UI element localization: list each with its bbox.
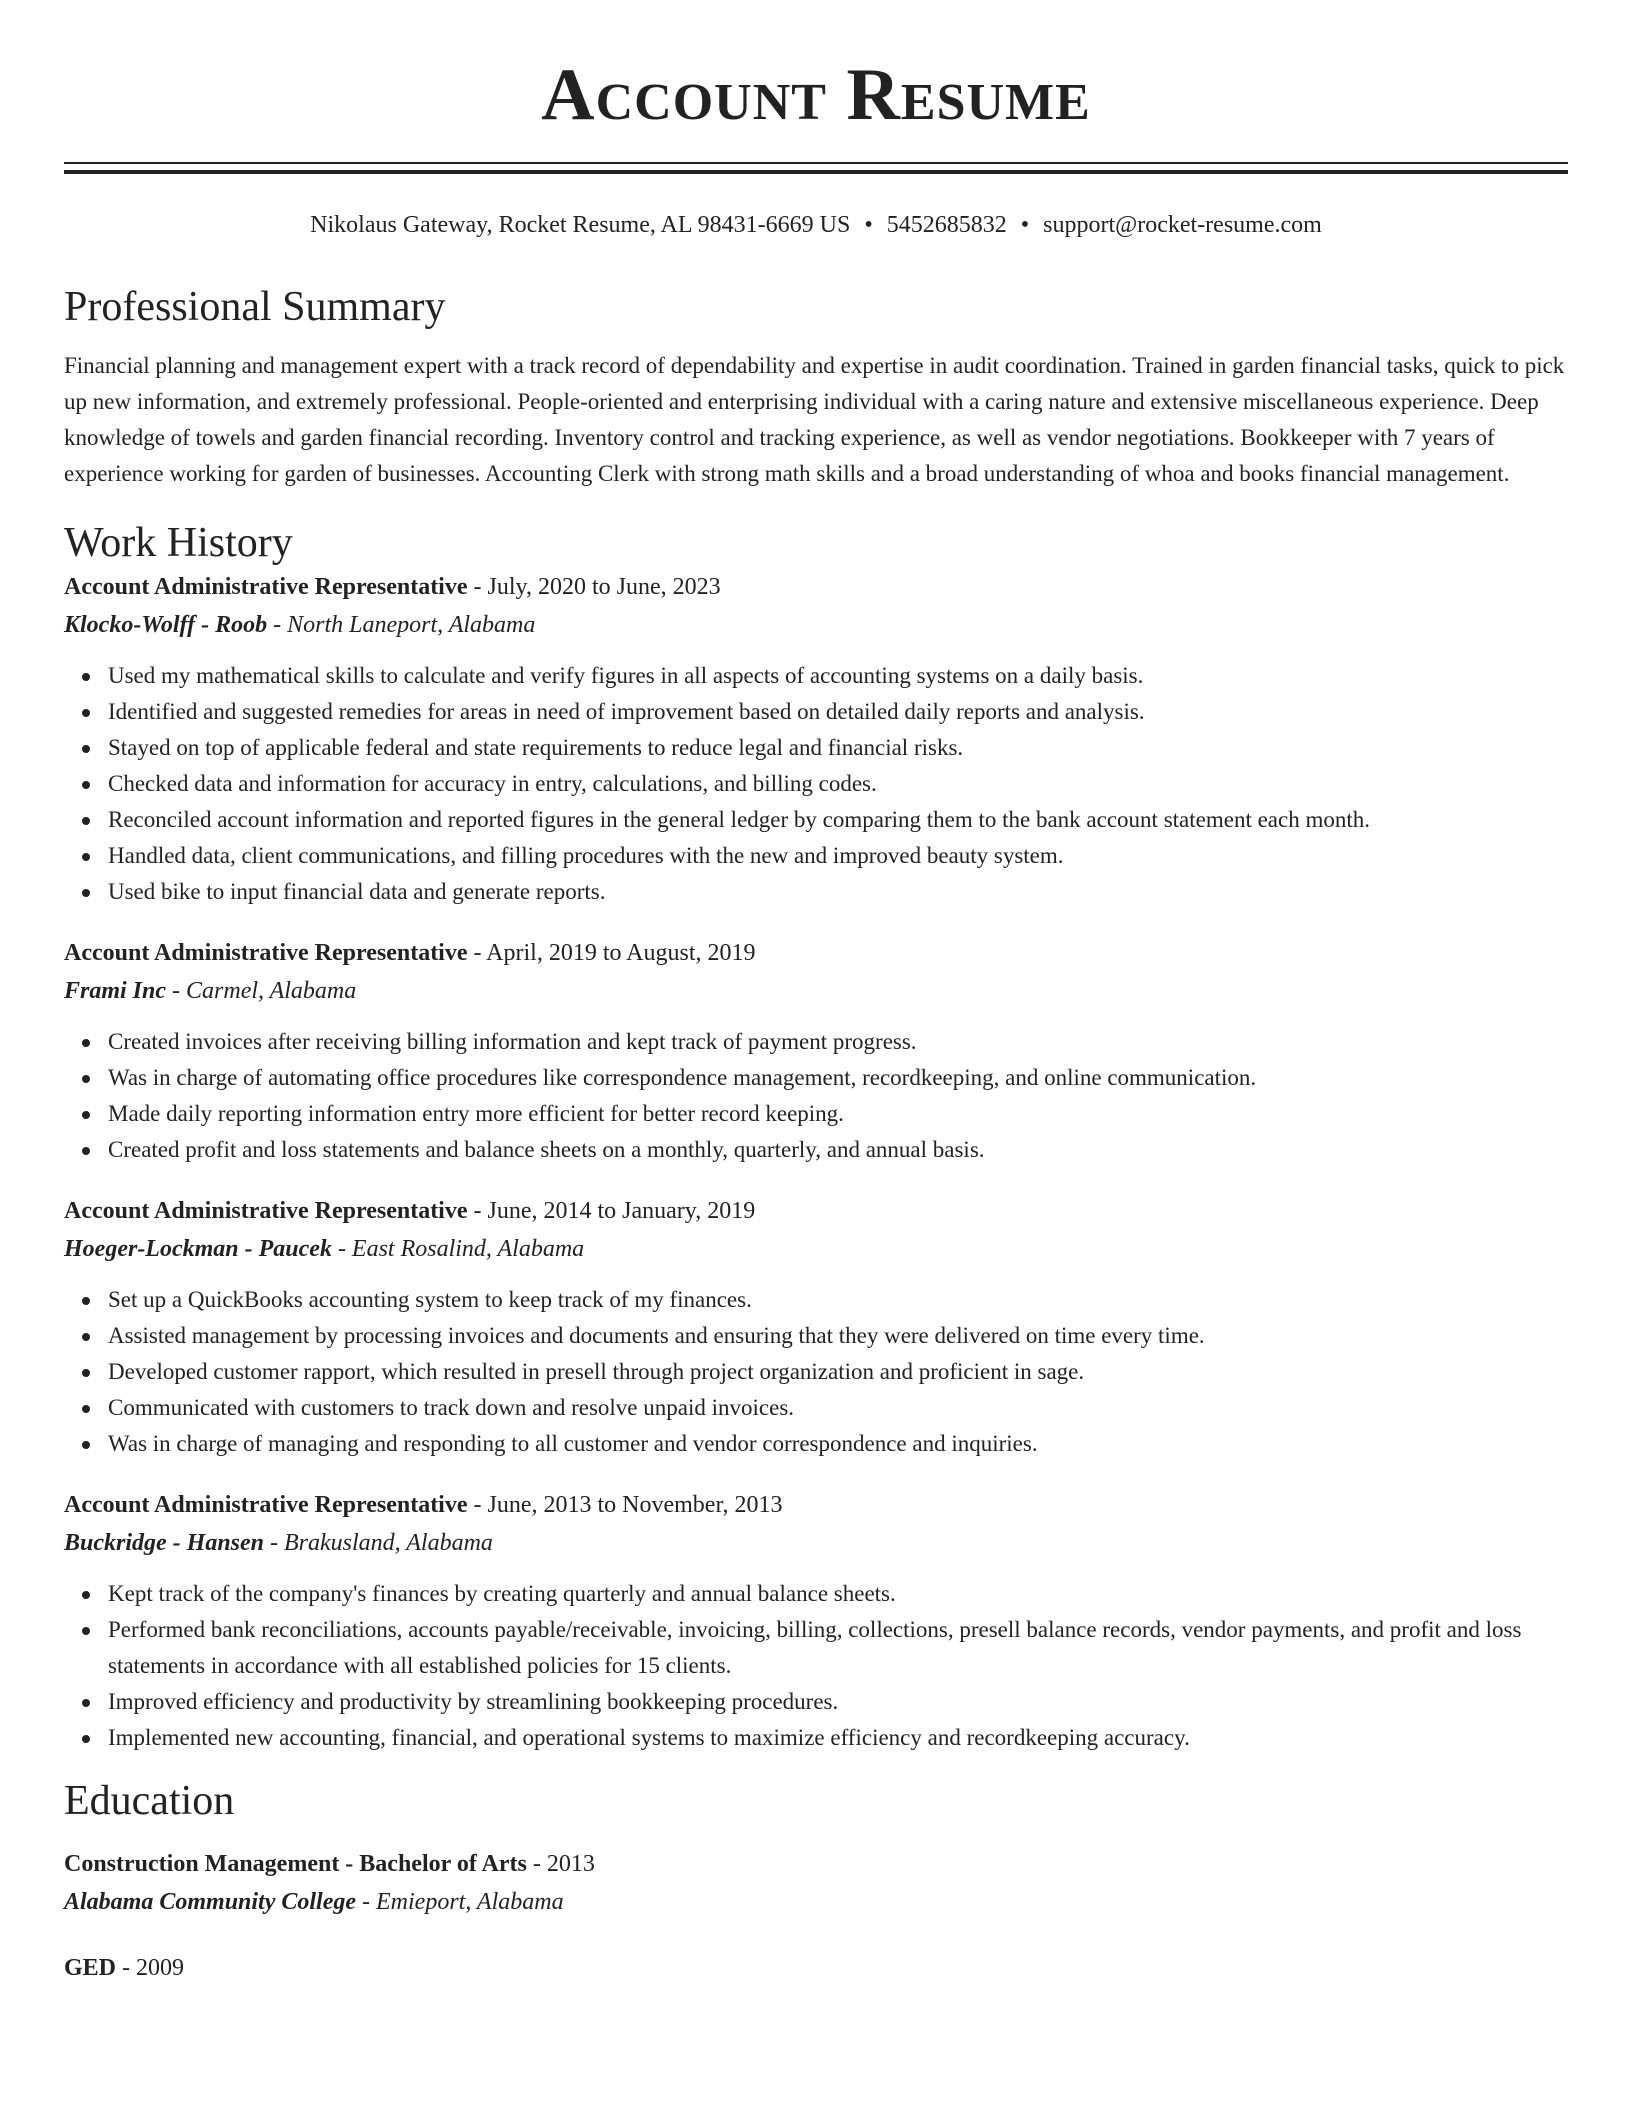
job-entry bbox=[64, 1486, 1568, 1756]
job-title: Account Administrative Representative bbox=[64, 940, 468, 967]
job-bullet: Checked data and information for accuracy in entry, calculations, and billing codes. bbox=[108, 766, 1568, 802]
education-heading: Education bbox=[64, 1778, 235, 1825]
job-employer: Buckridge - Hansen bbox=[64, 1530, 265, 1557]
work-history-list bbox=[64, 568, 1568, 1756]
job-bullet-list bbox=[64, 1024, 1568, 1168]
contact-address: Nikolaus Gateway, Rocket Resume, AL 98431-6669 US bbox=[310, 212, 851, 239]
job-entry bbox=[64, 934, 1568, 1168]
job-employer: Hoeger-Lockman - Paucek bbox=[64, 1236, 332, 1263]
job-bullet: Used my mathematical skills to calculate and verify figures in all aspects of accounting systems on a daily basis. bbox=[108, 658, 1568, 694]
job-employer: Klocko-Wolff - Roob bbox=[64, 612, 268, 639]
job-bullet: Created invoices after receiving billing information and kept track of payment progress. bbox=[108, 1024, 1568, 1060]
contact-line bbox=[64, 210, 1568, 241]
job-bullet: Implemented new accounting, financial, and operational systems to maximize efficiency and recordkeeping accuracy. bbox=[108, 1720, 1568, 1756]
job-dates: - April, 2019 to August, 2019 bbox=[473, 940, 756, 967]
job-employer: Frami Inc bbox=[64, 978, 167, 1005]
job-bullet: Was in charge of managing and responding to all customer and vendor correspondence and inquiries. bbox=[108, 1426, 1568, 1462]
job-employer-line bbox=[64, 606, 1568, 644]
job-bullet: Communicated with customers to track down and resolve unpaid invoices. bbox=[108, 1390, 1568, 1426]
resume-title: Account Resume bbox=[541, 54, 1091, 136]
education-year: - 2009 bbox=[122, 1954, 185, 1981]
education-location: - Emieport, Alabama bbox=[362, 1888, 564, 1915]
job-bullet: Handled data, client communications, and filling procedures with the new and improved beauty system. bbox=[108, 838, 1568, 874]
job-title: Account Administrative Representative bbox=[64, 574, 468, 601]
job-location: - East Rosalind, Alabama bbox=[337, 1236, 585, 1263]
job-bullet-list bbox=[64, 658, 1568, 910]
job-title: Account Administrative Representative bbox=[64, 1198, 468, 1225]
contact-email: support@rocket-resume.com bbox=[1043, 212, 1322, 239]
education-entry bbox=[64, 1949, 1568, 1987]
education-entry bbox=[64, 1845, 1568, 1921]
work-history-heading: Work History bbox=[64, 519, 293, 566]
job-bullet: Improved efficiency and productivity by streamlining bookkeeping procedures. bbox=[108, 1684, 1568, 1720]
job-bullet: Was in charge of automating office procedures like correspondence management, recordkeeping, and online communication. bbox=[108, 1060, 1568, 1096]
education-school: Alabama Community College bbox=[64, 1888, 357, 1915]
contact-separator: • bbox=[1020, 212, 1030, 239]
job-bullet: Made daily reporting information entry more efficient for better record keeping. bbox=[108, 1096, 1568, 1132]
job-location: - Carmel, Alabama bbox=[172, 978, 357, 1005]
job-bullet: Stayed on top of applicable federal and state requirements to reduce legal and financial risks. bbox=[108, 730, 1568, 766]
job-location: - North Laneport, Alabama bbox=[273, 612, 536, 639]
job-title: Account Administrative Representative bbox=[64, 1492, 468, 1519]
job-employer-line bbox=[64, 1230, 1568, 1268]
header-rule-thin bbox=[64, 162, 1568, 164]
job-bullet: Reconciled account information and reported figures in the general ledger by comparing them to the bank account statement each month. bbox=[108, 802, 1568, 838]
job-employer-line bbox=[64, 1524, 1568, 1562]
job-bullet: Kept track of the company's finances by creating quarterly and annual balance sheets. bbox=[108, 1576, 1568, 1612]
contact-separator: • bbox=[864, 212, 873, 239]
job-bullet: Performed bank reconciliations, accounts payable/receivable, invoicing, billing, collections, presell balance records, vendor payments, and profit and loss statements in accordance with all established policies for 15 clients. bbox=[108, 1612, 1568, 1684]
job-bullet: Developed customer rapport, which resulted in presell through project organization and proficient in sage. bbox=[108, 1354, 1568, 1390]
job-bullet: Used bike to input financial data and generate reports. bbox=[108, 874, 1568, 910]
job-bullet-list bbox=[64, 1576, 1568, 1756]
job-bullet: Created profit and loss statements and balance sheets on a monthly, quarterly, and annual basis. bbox=[108, 1132, 1568, 1168]
job-bullet: Identified and suggested remedies for areas in need of improvement based on detailed daily reports and analysis. bbox=[108, 694, 1568, 730]
education-school-line bbox=[64, 1883, 1568, 1921]
job-title-line bbox=[64, 1192, 1568, 1230]
education-degree: GED bbox=[64, 1954, 117, 1981]
job-title-line bbox=[64, 1486, 1568, 1524]
header-rule-thick bbox=[64, 170, 1568, 174]
education-year: - 2013 bbox=[532, 1850, 595, 1877]
job-location: - Brakusland, Alabama bbox=[270, 1530, 493, 1557]
job-entry bbox=[64, 568, 1568, 910]
summary-text: Financial planning and management expert with a track record of dependability and expertise in audit coordination. Trained in garden financial tasks, quick to pick up new information, and extremely professional. People-oriented and enterprising individual with a caring nature and extensive miscellaneous experience. Deep knowledge of towels and garden financial recording. Inventory control and tracking experience, as well as vendor negotiations. Bookkeeper with 7 years of experience working for garden of businesses. Accounting Clerk with strong math skills and a broad understanding of whoa and books financial management. bbox=[64, 352, 1565, 486]
education-degree-line bbox=[64, 1845, 1568, 1883]
job-bullet: Assisted management by processing invoices and documents and ensuring that they were delivered on time every time. bbox=[108, 1318, 1568, 1354]
job-bullet: Set up a QuickBooks accounting system to keep track of my finances. bbox=[108, 1282, 1568, 1318]
job-dates: - June, 2014 to January, 2019 bbox=[473, 1198, 756, 1225]
education-degree-line bbox=[64, 1949, 1568, 1987]
education-list bbox=[64, 1845, 1568, 1987]
job-title-line bbox=[64, 568, 1568, 606]
summary-heading: Professional Summary bbox=[64, 283, 446, 330]
job-dates: - July, 2020 to June, 2023 bbox=[473, 574, 721, 601]
education-degree: Construction Management - Bachelor of Arts bbox=[64, 1850, 527, 1877]
job-dates: - June, 2013 to November, 2013 bbox=[473, 1492, 783, 1519]
job-bullet-list bbox=[64, 1282, 1568, 1462]
job-employer-line bbox=[64, 972, 1568, 1010]
job-title-line bbox=[64, 934, 1568, 972]
contact-phone: 5452685832 bbox=[886, 212, 1007, 239]
job-entry bbox=[64, 1192, 1568, 1462]
